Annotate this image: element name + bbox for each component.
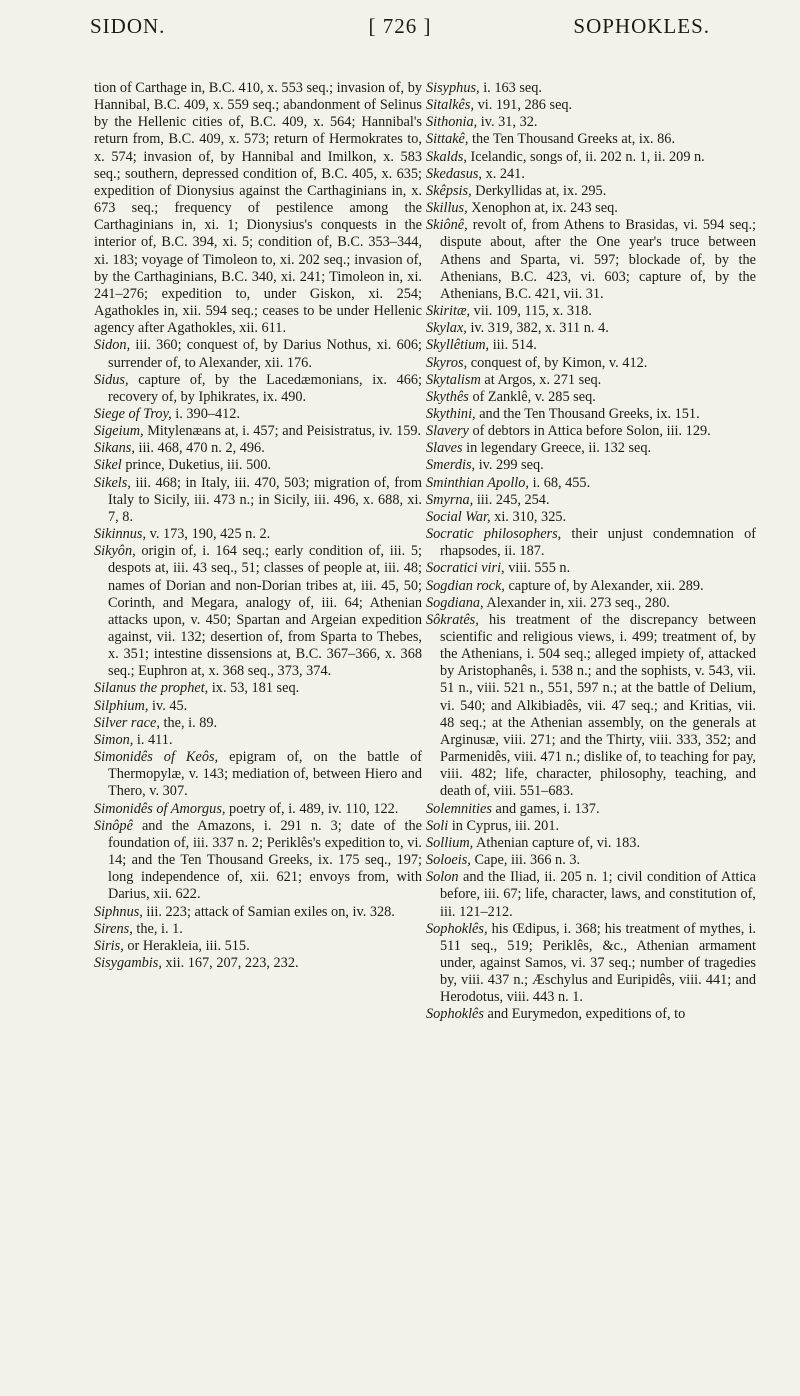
index-headword: Sophoklês: [426, 1006, 484, 1023]
index-references: Icelandic, songs of, ii. 202 n. 1, ii. 209 n.: [466, 148, 705, 165]
index-headword: Sikels,: [94, 474, 131, 491]
index-headword: Sollium,: [426, 834, 474, 851]
index-headword: Social War,: [426, 508, 491, 525]
index-entry: [94, 698, 422, 715]
index-headword: Skiritæ,: [426, 303, 471, 320]
index-headword: Silver race,: [94, 714, 160, 731]
index-entry: [426, 131, 756, 148]
index-headword: Soli: [426, 817, 449, 834]
index-references: Athenian capture of, vi. 183.: [473, 834, 641, 851]
index-entry: [426, 509, 756, 526]
index-entry: [426, 457, 756, 474]
index-entry: [94, 526, 422, 543]
index-headword: Sidus,: [94, 371, 129, 388]
index-references: and the Iliad, ii. 205 n. 1; civil condition of Attica before, iii. 67; life, character, laws, and constitution of, iii. 121–212.: [440, 869, 756, 920]
index-entry: [94, 543, 422, 680]
running-header: [90, 14, 710, 54]
index-entry: [426, 355, 756, 372]
index-headword: Sikel: [94, 457, 122, 474]
index-entry: [426, 475, 756, 492]
index-references: iv. 31, 32.: [477, 114, 538, 131]
index-entry: [94, 715, 422, 732]
index-headword: Sinôpê: [94, 817, 133, 834]
index-entry: [426, 320, 756, 337]
index-entry: [94, 732, 422, 749]
index-references: capture of, by the Lacedæmonians, ix. 466; recovery of, by Iphikrates, ix. 490.: [108, 371, 422, 405]
index-headword: Skyros,: [426, 354, 468, 371]
index-headword: Sogdian rock,: [426, 577, 505, 594]
index-entry: [426, 1006, 756, 1023]
index-headword: Socratic philosophers,: [426, 526, 562, 543]
index-headword: Sôkratês,: [426, 611, 479, 628]
index-entry: [426, 578, 756, 595]
index-references: of Zanklê, v. 285 seq.: [468, 388, 596, 405]
index-headword: Sikyôn,: [94, 543, 136, 560]
index-entry: [94, 749, 422, 800]
index-entry: [426, 389, 756, 406]
index-entry: [94, 372, 422, 406]
index-references: Mitylenæans at, i. 457; and Peisistratus, iv. 159.: [143, 423, 422, 440]
index-entry: [426, 200, 756, 217]
index-entry: [426, 612, 756, 801]
index-headword: Skylax,: [426, 320, 467, 337]
index-references: viii. 555 n.: [504, 560, 571, 577]
index-references: conquest of, by Kimon, v. 412.: [467, 354, 648, 371]
index-references: x. 241.: [482, 165, 525, 182]
index-entry: [426, 372, 756, 389]
index-references: iv. 45.: [148, 697, 188, 714]
index-entry: [426, 595, 756, 612]
index-references: i. 163 seq.: [479, 80, 542, 96]
index-headword: Sirens,: [94, 920, 133, 937]
index-entry: [426, 440, 756, 457]
index-headword: Socratici viri,: [426, 560, 505, 577]
index-headword: Sittakê,: [426, 131, 469, 148]
index-entry: [426, 166, 756, 183]
index-references: iii. 223; attack of Samian exiles on, iv. 328.: [142, 903, 395, 920]
index-references: iv. 319, 382, x. 311 n. 4.: [466, 320, 609, 337]
index-references: xii. 167, 207, 223, 232.: [161, 954, 299, 971]
index-entry: [426, 217, 756, 303]
index-headword: Smerdis,: [426, 457, 476, 474]
index-references: revolt of, from Athens to Brasidas, vi. 594 seq.; dispute about, after the One year's truce between Athens and Sparta, vi. 597; blockade of, by the Athenians, B.C. 423, vi. 603; capture of, by the Athenians, B.C. 421, vii. 31.: [440, 217, 756, 302]
index-references: xi. 310, 325.: [490, 508, 567, 525]
index-entry: [94, 801, 422, 818]
index-references: his treatment of the discrepancy between scientific and religious views, i. 499; treatment of, by the Athenians, i. 504 seq.; alleged impiety of, attacked by Aristophanês, i. 538 n.; and the sophists, v. 543, vii. 51 n., viii. 521 n., 551, 597 n.; at the battle of Delium, vi. 540; and Alkibiadês, vii. 47 seq.; and Kritias, vii. 48 seq.; at the Athenian assembly, on the generals at Arginusæ, viii. 271; and the Thirty, viii. 333, 352; and Parmenidês, viii. 471 n.; dislike of, to teaching for pay, viii. 482; life, character, philosophy, teaching, and death of, viii. 551–683.: [440, 611, 756, 800]
index-references: at Argos, x. 271 seq.: [480, 371, 602, 388]
index-references: the, i. 1.: [132, 920, 183, 937]
index-entry: [94, 457, 422, 474]
index-entry: [426, 801, 756, 818]
index-references: iii. 360; conquest of, by Darius Nothus, xi. 606; surrender of, to Alexander, xii. 176.: [108, 337, 422, 371]
index-references: Cape, iii. 366 n. 3.: [470, 852, 581, 869]
index-headword: Smyrna,: [426, 491, 474, 508]
index-references: of debtors in Attica before Solon, iii. 129.: [468, 423, 711, 440]
index-entry: [426, 818, 756, 835]
index-entry: [94, 955, 422, 972]
index-entry: [94, 818, 422, 904]
index-references: iii. 514.: [489, 337, 537, 354]
index-entry: [426, 526, 756, 560]
index-references: or Herakleia, iii. 515.: [123, 937, 250, 954]
index-headword: Skalds,: [426, 148, 467, 165]
index-entry: [94, 423, 422, 440]
index-references: and Eurymedon, expeditions of, to: [483, 1006, 686, 1023]
index-references: iii. 468, 470 n. 2, 496.: [134, 440, 265, 457]
index-entry: [94, 406, 422, 423]
index-headword: Sminthian Apollo,: [426, 474, 529, 491]
index-entry: [94, 904, 422, 921]
index-headword: Simonidês of Amorgus,: [94, 800, 226, 817]
index-references: tion of Carthage in, B.C. 410, x. 553 seq.; invasion of, by Hannibal, B.C. 409, x. 559 seq.; abandonment of Selinus by the Hellenic cities of, B.C. 409, x. 564; Hannibal's return from, B.C. 409, x. 573; return of Hermokrates to, x. 574; invasion of, by Hannibal and Imilkon, x. 583 seq.; southern, depressed condition of, B.C. 405, x. 635; expedition of Dionysius against the Carthaginians in, x. 673 seq.; frequency of pestilence among the Carthaginians in, xi. 1; Dionysius's conquests in the interior of, B.C. 394, xi. 5; condition of, B.C. 353–344, xi. 183; voyage of Timoleon to, xi. 202 seq.; invasion of, by the Carthaginians, B.C. 340, xi. 241; Timoleon in, xi. 241–276; expedition to, under Giskon, xi. 254; Agathokles in, xii. 594 seq.; ceases to be under Hellenic agency after Agathokles, xii. 611.: [94, 80, 423, 337]
index-references: Alexander in, xii. 273 seq., 280.: [483, 594, 670, 611]
index-headword: Siege of Troy,: [94, 405, 172, 422]
index-headword: Solon: [426, 869, 459, 886]
index-entry: [426, 303, 756, 320]
index-headword: Skythês: [426, 388, 469, 405]
index-headword: Silphium,: [94, 697, 149, 714]
index-references: his Œdipus, i. 368; his treatment of mythes, i. 511 seq., 519; Periklês, &c., Athenian armament under, against Samos, vi. 37 seq.; number of tragedies by, viii. 437 n.; Æschylus and Euripidês, viii. 441; and Herodotus, viii. 443 n. 1.: [440, 920, 756, 1006]
index-entry: [426, 183, 756, 200]
index-references: i. 411.: [133, 731, 173, 748]
header-right: SOPHOKLES.: [573, 14, 710, 38]
index-references: iv. 299 seq.: [475, 457, 544, 474]
index-headword: Sophoklês,: [426, 920, 488, 937]
index-entry: [94, 80, 422, 337]
index-references: the, i. 89.: [159, 714, 218, 731]
page-number: [ 726 ]: [368, 14, 432, 38]
index-references: in Cyprus, iii. 201.: [448, 817, 560, 834]
index-headword: Sithonia,: [426, 114, 478, 131]
index-headword: Sidon,: [94, 337, 131, 354]
index-references: i. 68, 455.: [529, 474, 591, 491]
index-references: Xenophon at, ix. 243 seq.: [467, 200, 618, 217]
index-references: vii. 109, 115, x. 318.: [470, 303, 592, 320]
index-headword: Skyllêtium,: [426, 337, 490, 354]
index-entry: [426, 835, 756, 852]
index-column-right: [426, 80, 756, 1024]
index-entry: [94, 921, 422, 938]
index-entry: [426, 492, 756, 509]
index-references: iii. 245, 254.: [473, 491, 550, 508]
index-headword: Sisyphus,: [426, 80, 480, 96]
index-entry: [426, 852, 756, 869]
index-headword: Sitalkês,: [426, 97, 475, 114]
index-entry: [94, 938, 422, 955]
index-headword: Sigeium,: [94, 423, 144, 440]
index-headword: Siris,: [94, 937, 124, 954]
index-references: Derkyllidas at, ix. 295.: [471, 182, 607, 199]
index-references: poetry of, i. 489, iv. 110, 122.: [225, 800, 399, 817]
index-headword: Simon,: [94, 731, 134, 748]
index-entry: [426, 423, 756, 440]
index-references: epigram of, on the battle of Thermopylæ, v. 143; mediation of, between Hiero and Thero, v. 307.: [108, 749, 422, 800]
index-references: and the Ten Thousand Greeks, ix. 151.: [475, 405, 700, 422]
index-entry: [94, 680, 422, 697]
index-headword: Slaves: [426, 440, 463, 457]
index-references: their unjust condemnation of rhapsodes, ii. 187.: [440, 526, 756, 560]
index-references: iii. 468; in Italy, iii. 470, 503; migration of, from Italy to Sicily, iii. 473 n.; in Sicily, iii. 496, x. 688, xi. 7, 8.: [108, 474, 422, 525]
index-references: prince, Duketius, iii. 500.: [121, 457, 272, 474]
index-entry: [94, 337, 422, 371]
index-references: capture of, by Alexander, xii. 289.: [504, 577, 704, 594]
index-headword: Skêpsis,: [426, 182, 472, 199]
index-headword: Silanus the prophet,: [94, 680, 209, 697]
index-headword: Skytalism: [426, 371, 481, 388]
index-headword: Sogdiana,: [426, 594, 484, 611]
index-entry: [426, 97, 756, 114]
index-headword: Slavery: [426, 423, 469, 440]
index-headword: Skythini,: [426, 405, 476, 422]
index-column-left: [94, 80, 422, 972]
index-entry: [426, 560, 756, 577]
index-headword: Sikans,: [94, 440, 135, 457]
index-references: and games, i. 137.: [491, 800, 600, 817]
header-left: SIDON.: [90, 14, 166, 38]
index-references: ix. 53, 181 seq.: [208, 680, 300, 697]
index-entry: [426, 337, 756, 354]
index-headword: Soloeis,: [426, 852, 471, 869]
index-entry: [94, 475, 422, 526]
index-references: v. 173, 190, 425 n. 2.: [146, 526, 271, 543]
index-headword: Simonidês of Keôs,: [94, 749, 219, 766]
index-references: i. 390–412.: [171, 405, 241, 422]
index-headword: Skillus,: [426, 200, 468, 217]
index-references: in legendary Greece, ii. 132 seq.: [462, 440, 652, 457]
index-entry: [426, 114, 756, 131]
index-entry: [426, 80, 756, 97]
index-entry: [426, 921, 756, 1007]
index-headword: Solemnities: [426, 800, 492, 817]
index-references: and the Amazons, i. 291 n. 3; date of the foundation of, iii. 337 n. 2; Periklês's expedition to, vi. 14; and the Ten Thousand Greeks, ix. 175 seq., 197; long independence of, xii. 621; envoys from, with Darius, xii. 622.: [108, 817, 422, 903]
index-headword: Skiônê,: [426, 217, 468, 234]
index-headword: Siphnus,: [94, 903, 143, 920]
index-references: origin of, i. 164 seq.; early condition of, iii. 5; despots at, iii. 43 seq., 51; classes of people at, iii. 48; names of Dorian and non-Dorian tribes at, iii. 45, 50; Corinth, and Megara, analogy of, iii. 64; Athenian attacks upon, v. 450; Spartan and Argeian expedition against, vii. 132; desertion of, from Sparta to Thebes, x. 351; intestine dissensions at, B.C. 367–366, x. 368 seq.; Euphron at, x. 368 seq., 373, 374.: [108, 543, 422, 680]
index-references: vi. 191, 286 seq.: [474, 97, 573, 114]
index-references: the Ten Thousand Greeks at, ix. 86.: [468, 131, 676, 148]
index-headword: Sikinnus,: [94, 526, 147, 543]
index-headword: Sisygambis,: [94, 954, 162, 971]
index-entry: [426, 149, 756, 166]
index-headword: Skedasus,: [426, 165, 482, 182]
index-entry: [426, 406, 756, 423]
index-entry: [426, 869, 756, 920]
index-entry: [94, 440, 422, 457]
